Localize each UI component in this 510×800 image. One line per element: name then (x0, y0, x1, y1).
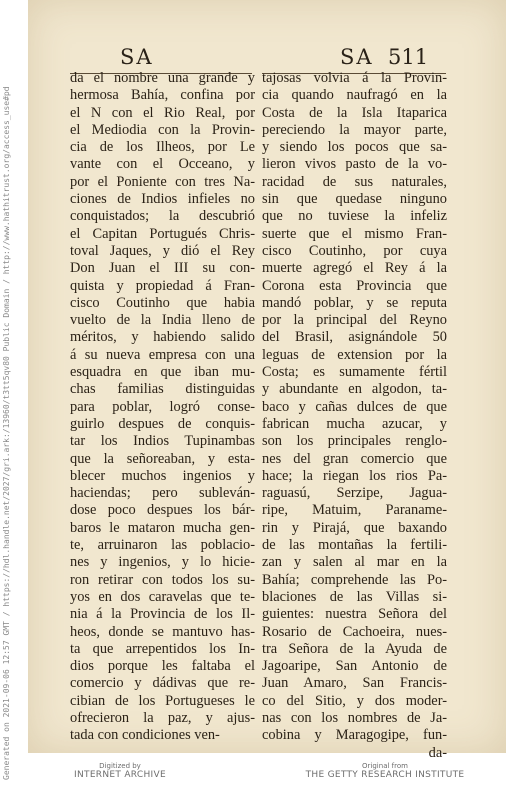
text-line: Costa de la Isla Itaparica (262, 104, 447, 121)
text-line: yos en dos caravelas que te- (70, 588, 255, 605)
text-line: toval Jaques, y dió el Rey (70, 242, 255, 259)
text-line: blecer muchos ingenios y (70, 467, 255, 484)
text-line: el Mediodia con la Provin- (70, 121, 255, 138)
text-line: cia quando naufragó en la (262, 87, 447, 104)
footer-original-label: Original from (362, 762, 408, 770)
text-line: dose poco despues los bár- (70, 502, 255, 519)
text-line: Rosario de Cachoeira, nues- (262, 623, 447, 640)
text-line: muerte agregó el Rey á la (262, 260, 447, 277)
text-line: da- (428, 744, 447, 761)
text-line: ta que arrepentidos los In- (70, 640, 255, 657)
footer-digitized-by (60, 762, 180, 780)
text-line: fabrican mucha azucar, y (262, 415, 447, 432)
text-line: chas familias distinguidas (70, 381, 255, 398)
text-line: tar los Indios Tupinambas (70, 433, 255, 450)
text-line: cisco Coutinho, por cuya (262, 242, 447, 259)
text-line: baco y cañas dulces de que (262, 398, 447, 415)
text-line: tajosas volvia á la Provin- (262, 70, 447, 86)
footer-digitized-label: Digitized by (99, 762, 141, 770)
text-line: tra Señora de la Ayuda de (262, 640, 447, 657)
text-line: nes y ingenios, y lo hicie- (70, 554, 255, 571)
text-line: Costa; es sumamente fértil (262, 364, 447, 381)
text-line: pereciendo la mayor parte, (262, 121, 447, 138)
text-line: racidad de sus naturales, (262, 173, 447, 190)
text-line: conquistados; la descubrió (70, 208, 255, 225)
text-line: guientes: nuestra Señora del (262, 606, 447, 623)
text-line: cisco Coutinho que habia (70, 294, 255, 311)
text-line: del Brasil, asignándole 50 (262, 329, 447, 346)
text-line: vante con el Occeano, y (70, 156, 255, 173)
text-line: comercio y dádivas que re- (70, 675, 255, 692)
text-line: guirlo despues de conquis- (70, 415, 255, 432)
text-line: que no tuviese la infeliz (262, 208, 447, 225)
text-line: zan y salen al mar en la (262, 554, 447, 571)
text-line: heos, donde se mantuvo has- (70, 623, 255, 640)
text-line: méritos, y habiendo salido (70, 329, 255, 346)
left-column (70, 70, 255, 745)
text-line: lieron vivos pasto de la vo- (262, 156, 447, 173)
text-line: mandó poblar, y se reputa (262, 294, 447, 311)
text-line: por la principal del Reyno (262, 312, 447, 329)
text-line: son los principales renglo- (262, 433, 447, 450)
text-line: rin y Pirajá, que baxando (262, 519, 447, 536)
text-line: esquadra en que iban mu- (70, 364, 255, 381)
text-line: cibian de los Portugueses le (70, 692, 255, 709)
text-line: Juan Amaro, San Francis- (262, 675, 447, 692)
text-line: suerte que el mismo Fran- (262, 225, 447, 242)
footer-internet-archive: INTERNET ARCHIVE (74, 770, 166, 780)
text-line: dios porque les faltaba el (70, 658, 255, 675)
running-head-left: SA (120, 45, 154, 69)
text-line: da el nombre una grande y (70, 70, 255, 86)
text-line: que la señoreaban, y esta- (70, 450, 255, 467)
text-line: quista y propiedad á Fran- (70, 277, 255, 294)
text-line: á su nueva empresa con una (70, 346, 255, 363)
footer-original-from (300, 762, 470, 780)
text-line: el N con el Rio Real, por (70, 104, 255, 121)
text-line: ofrecieron la paz, y ajus- (70, 709, 255, 726)
page-number: 511 (388, 45, 429, 69)
footer-getty: THE GETTY RESEARCH INSTITUTE (305, 770, 465, 780)
text-line: haciendas; pero subleván- (70, 485, 255, 502)
text-line: baros le mataron mucha gen- (70, 519, 255, 536)
text-line: vuelto de la India lleno de (70, 312, 255, 329)
text-line: y abundante en algodon, ta- (262, 381, 447, 398)
right-column (262, 70, 447, 762)
hathitrust-watermark (2, 86, 24, 800)
text-line: tada con condiciones ven- (70, 727, 220, 744)
text-line: por el Poniente con tres Na- (70, 173, 255, 190)
text-line: sin que quedase ninguno (262, 191, 447, 208)
text-line: cia de los Ilheos, por Le (70, 139, 255, 156)
text-line: ron retirar con todos los su- (70, 571, 255, 588)
text-line: de las montañas la fertili- (262, 537, 447, 554)
running-head-right: SA (340, 45, 374, 69)
text-line: Jagoaripe, San Antonio de (262, 658, 447, 675)
text-line: co del Sitio, y dos moder- (262, 692, 447, 709)
text-line: para poblar, logró conse- (70, 398, 255, 415)
text-line: ripe, Matuim, Paraname- (262, 502, 447, 519)
text-line: nia á la Provincia de los Il- (70, 606, 255, 623)
text-line: hace; la riegan los rios Pa- (262, 467, 447, 484)
text-line: cobina y Maragogipe, fun- (262, 727, 447, 744)
text-line: Bahía; comprehende las Po- (262, 571, 447, 588)
text-line: Corona esta Provincia que (262, 277, 447, 294)
text-line: blaciones de las Villas si- (262, 588, 447, 605)
text-line: raguasú, Serzipe, Jagua- (262, 485, 447, 502)
text-line: ciones de Indios infieles no (70, 191, 255, 208)
text-line: y siendo los pocos que sa- (262, 139, 447, 156)
text-line: hermosa Bahía, confina por (70, 87, 255, 104)
text-line: el Capitan Portugués Chris- (70, 225, 255, 242)
watermark-text: Generated on 2021-09-06 12:57 GMT / https://hdl.handle.net/2027/gri.ark:/13960/t3tt5qv80 Public Domain / http://www.hathitrust.org/access_use#pd (2, 86, 11, 780)
text-line: te, arruinaron las poblacio- (70, 537, 255, 554)
text-line: leguas de extension por la (262, 346, 447, 363)
text-line: nas con los nombres de Ja- (262, 709, 447, 726)
text-line: Don Juan el III su con- (70, 260, 255, 277)
text-line: nes del gran comercio que (262, 450, 447, 467)
